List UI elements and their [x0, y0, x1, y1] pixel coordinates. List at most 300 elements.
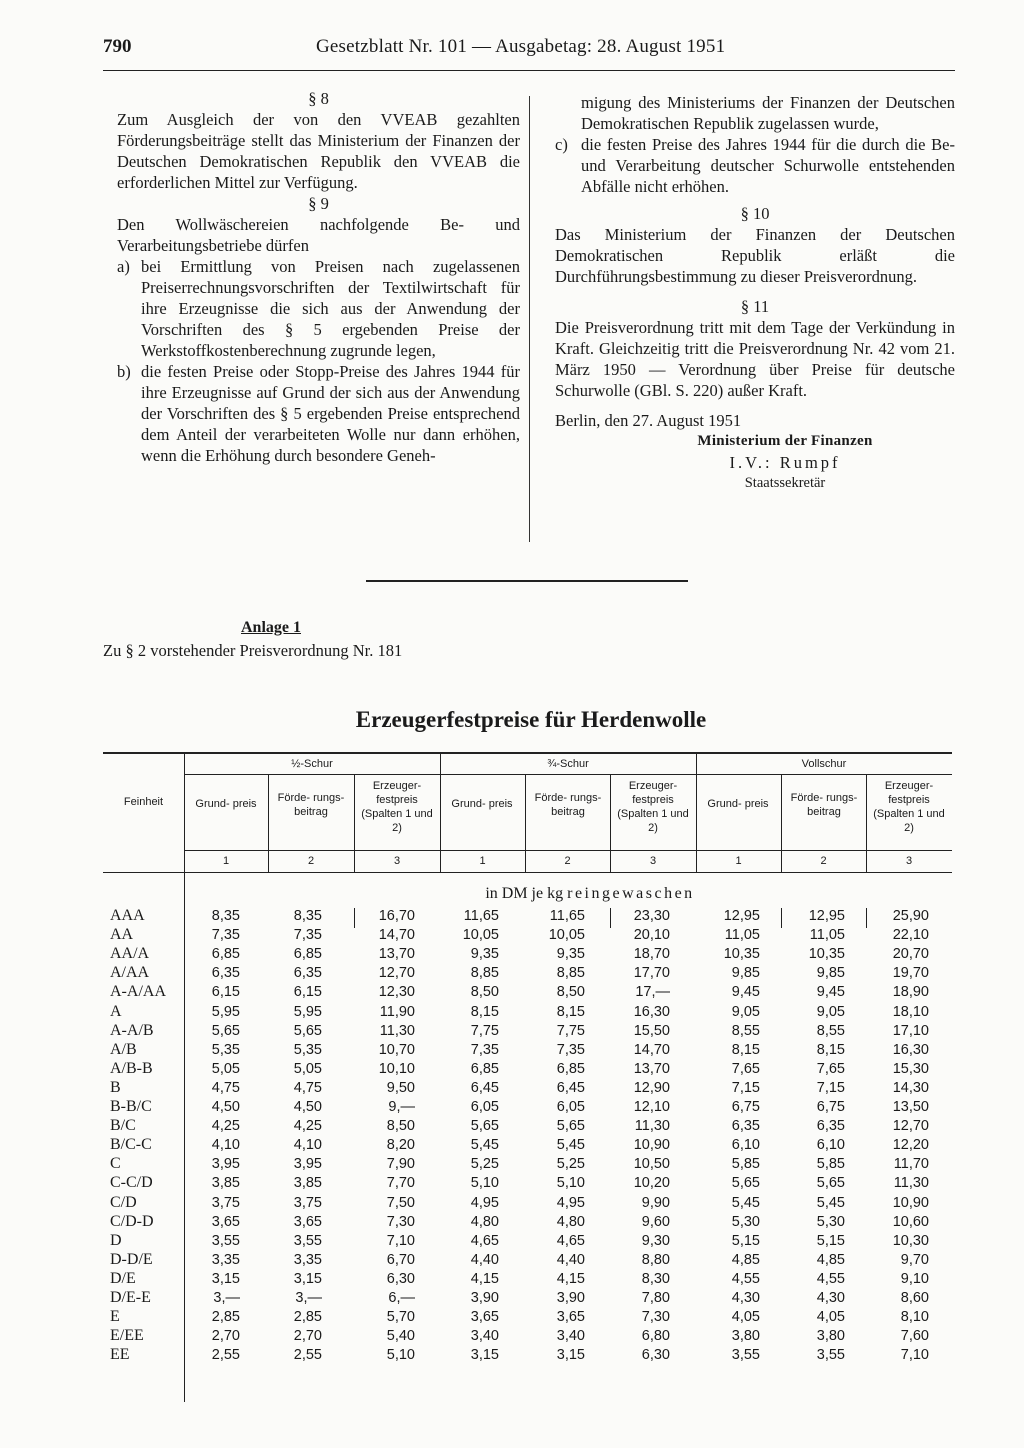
header-rule	[103, 70, 955, 71]
price-cell: 5,25	[556, 1156, 585, 1173]
list-item-c	[555, 134, 955, 197]
price-cell: 11,70	[893, 1156, 929, 1173]
group-header-rule	[184, 774, 952, 775]
price-cell: 4,05	[816, 1309, 845, 1326]
price-cell: 8,60	[900, 1290, 929, 1306]
table-row	[0, 1290, 1024, 1309]
price-cell: 8,55	[731, 1022, 760, 1039]
price-cell: 7,35	[293, 927, 322, 944]
price-cell: 6,15	[211, 984, 240, 1001]
price-cell: 7,30	[641, 1309, 670, 1326]
price-cell: 5,85	[731, 1156, 760, 1173]
column-number: 1	[479, 855, 486, 867]
price-cell: 20,10	[633, 927, 670, 944]
price-cell: 6,85	[293, 946, 322, 963]
list-item-b	[117, 361, 520, 466]
price-cell: 5,65	[470, 1118, 499, 1135]
price-cell: 11,05	[724, 927, 760, 944]
price-cell: 11,65	[463, 908, 499, 924]
price-cell: 4,05	[731, 1309, 760, 1326]
column-number: 1	[735, 855, 742, 867]
price-cell: 11,30	[893, 1175, 929, 1192]
price-cell: 6,30	[641, 1347, 670, 1364]
price-cell: 5,10	[386, 1347, 415, 1364]
feinheit-cell: EE	[110, 1346, 130, 1364]
price-cell: 23,30	[633, 908, 670, 924]
price-cell: 13,70	[633, 1060, 670, 1077]
column-number: 2	[307, 855, 315, 867]
table-row	[0, 927, 1024, 946]
list-item-a	[117, 256, 520, 361]
price-cell: 7,10	[386, 1232, 415, 1249]
price-cell: 10,20	[633, 1175, 670, 1192]
price-cell: 18,90	[892, 984, 929, 1001]
price-cell: 8,50	[386, 1118, 415, 1135]
price-cell: 4,30	[731, 1290, 760, 1306]
price-cell: 3,15	[556, 1347, 585, 1364]
column-number: 3	[905, 855, 913, 867]
price-cell: 10,50	[633, 1156, 670, 1173]
price-cell: 6,45	[470, 1079, 499, 1096]
price-cell: 10,60	[892, 1213, 929, 1230]
table-row	[0, 965, 1024, 984]
price-cell: 8,35	[211, 908, 240, 924]
feinheit-cell: B/C	[110, 1117, 136, 1135]
price-cell: 7,90	[386, 1156, 415, 1173]
feinheit-cell: D/E-E	[110, 1289, 151, 1306]
running-head: Gesetzblatt Nr. 101 — Ausgabetag: 28. August 1951	[316, 36, 726, 57]
price-cell: 7,75	[556, 1022, 585, 1039]
price-cell: 5,65	[293, 1022, 322, 1039]
price-cell: 10,05	[462, 927, 499, 944]
section-8-text: Zum Ausgleich der von den VVEAB gezahlten Förderungsbeiträge stellt das Ministerium der Finanzen der Deutschen Demokratischen Republik den VVEAB die erforderlichen Mittel zur Verfügung.	[117, 110, 520, 192]
price-cell: 6,75	[731, 1099, 760, 1115]
price-cell: 5,30	[816, 1213, 845, 1230]
price-cell: 8,50	[556, 984, 585, 1001]
price-cell: 6,10	[731, 1137, 760, 1154]
price-cell: 20,70	[892, 946, 929, 963]
price-cell: 8,15	[816, 1041, 845, 1058]
price-cell: 7,50	[386, 1194, 415, 1211]
price-cell: 9,70	[900, 1251, 929, 1268]
feinheit-cell: C/D	[110, 1193, 137, 1211]
price-cell: 10,05	[548, 927, 585, 944]
feinheit-cell: E/EE	[110, 1327, 144, 1345]
table-row	[0, 1328, 1024, 1347]
price-cell: 11,30	[379, 1022, 415, 1039]
price-cell: 5,35	[211, 1041, 240, 1058]
price-cell: 11,65	[549, 908, 585, 924]
price-cell: 3,40	[556, 1328, 585, 1345]
price-cell: 10,10	[378, 1060, 415, 1077]
price-cell: 5,95	[211, 1003, 240, 1020]
subheader-foerderungsbeitrag: Förde- rungs- beitrag	[534, 792, 602, 818]
list-item-text: die festen Preise oder Stopp-Preise des Jahres 1944 für ihre Erzeugnisse auf Grund der sich aus der Anwendung der Vorschriften des § 5 ergebenden Preise entsprechend dem Anteil der verarbeiteten Wolle nur dann erhöhen, wenn die Erhöhung durch besondere Geneh-	[141, 362, 520, 465]
price-cell: 3,95	[211, 1156, 240, 1173]
price-cell: 4,95	[470, 1194, 499, 1211]
column-number: 1	[222, 855, 230, 867]
table-row	[0, 1118, 1024, 1137]
price-cell: 6,10	[816, 1137, 845, 1154]
feinheit-cell: A-A/B	[110, 1021, 154, 1039]
feinheit-cell: A/B-B	[110, 1059, 153, 1077]
price-cell: 10,30	[892, 1232, 929, 1249]
price-cell: 2,55	[211, 1347, 240, 1364]
price-cell: 18,10	[892, 1003, 929, 1020]
table-row	[0, 1023, 1024, 1042]
price-cell: 7,75	[470, 1022, 499, 1039]
price-cell: 5,45	[731, 1194, 760, 1211]
price-cell: 5,45	[556, 1137, 585, 1154]
price-cell: 4,95	[556, 1194, 585, 1211]
price-cell: 3,90	[556, 1290, 585, 1306]
separator-rule	[366, 580, 688, 582]
price-cell: 5,30	[731, 1213, 760, 1230]
feinheit-header: Feinheit	[123, 796, 164, 808]
feinheit-cell: E	[110, 1308, 120, 1326]
price-cell: 9,45	[731, 984, 760, 1001]
price-cell: 7,10	[900, 1347, 929, 1364]
price-cell: 11,30	[634, 1118, 670, 1135]
price-cell: 3,40	[470, 1328, 499, 1345]
price-cell: 8,85	[470, 965, 499, 982]
price-cell: 7,65	[816, 1060, 845, 1077]
price-cell: 5,25	[470, 1156, 499, 1173]
price-cell: 12,95	[808, 908, 845, 924]
price-cell: 3,90	[470, 1290, 499, 1306]
section-9-heading: § 9	[308, 194, 329, 213]
price-cell: 9,50	[386, 1079, 415, 1096]
feinheit-cell: C-C/D	[110, 1174, 153, 1192]
table-row	[0, 1195, 1024, 1214]
price-cell: 4,30	[816, 1290, 845, 1306]
price-cell: 14,30	[892, 1079, 929, 1096]
signature-name: I.V.: Rumpf	[729, 453, 841, 472]
signature-org: Ministerium der Finanzen	[697, 433, 873, 449]
price-cell: 4,80	[470, 1213, 499, 1230]
price-cell: 12,95	[723, 908, 760, 924]
price-cell: 5,65	[816, 1175, 845, 1192]
price-cell: 3,95	[293, 1156, 322, 1173]
price-cell: 16,30	[633, 1003, 670, 1020]
price-cell: 2,70	[211, 1328, 240, 1345]
price-cell: 13,70	[378, 946, 415, 963]
feinheit-cell: AA	[110, 926, 134, 944]
price-cell: 6,45	[556, 1079, 585, 1096]
feinheit-cell: B	[110, 1078, 121, 1096]
table-title: Erzeugerfestpreise für Herdenwolle	[355, 707, 707, 732]
price-cell: 3,65	[470, 1309, 499, 1326]
price-cell: 6,85	[211, 946, 240, 963]
list-item-text: bei Ermittlung von Preisen nach zugelassenen Preiserrechnungsvorschriften der Textilwirtschaft für ihre Erzeugnisse die sich aus der Anwendung der Vorschriften des § 5 ergebenden Preise der Werkstoffkostenberechnung zugrunde legen,	[141, 257, 520, 360]
unit-note-prefix: in DM je kg	[485, 885, 564, 902]
price-cell: 2,85	[211, 1309, 240, 1326]
price-cell: 6,35	[293, 965, 322, 982]
price-cell: 6,30	[386, 1270, 415, 1287]
right-column	[555, 92, 955, 494]
section-8-heading: § 8	[308, 89, 329, 108]
price-cell: 7,15	[816, 1079, 845, 1096]
table-row	[0, 1061, 1024, 1080]
price-cell: 3,55	[816, 1347, 845, 1364]
price-cell: 17,10	[892, 1022, 929, 1039]
price-cell: 3,35	[211, 1251, 240, 1268]
subheader-erzeugerfestpreis: Erzeuger- festpreis (Spalten 1 und 2)	[361, 780, 433, 834]
price-cell: 8,55	[816, 1022, 845, 1039]
price-cell: 6,35	[816, 1118, 845, 1135]
price-cell: 7,70	[386, 1175, 415, 1192]
price-cell: 3,55	[211, 1232, 240, 1249]
price-cell: 6,05	[556, 1099, 585, 1115]
price-cell: 4,85	[731, 1251, 760, 1268]
price-cell: 25,90	[892, 908, 929, 924]
price-cell: 3,75	[293, 1194, 322, 1211]
price-cell: 4,55	[731, 1270, 760, 1287]
table-row	[0, 1252, 1024, 1271]
price-cell: 3,85	[293, 1175, 322, 1192]
price-cell: 4,50	[293, 1099, 322, 1115]
column-number: 2	[820, 855, 827, 867]
section-11-text: Die Preisverordnung tritt mit dem Tage der Verkündung in Kraft. Gleichzeitig tritt die Preisverordnung Nr. 42 vom 21. März 1950 — Verordnung über Preise für deutsche Schurwolle (GBl. S. 220) außer Kraft.	[555, 318, 955, 400]
price-cell: 3,55	[731, 1347, 760, 1364]
section-11-heading: § 11	[740, 297, 770, 316]
feinheit-cell: C/D-D	[110, 1212, 154, 1230]
price-cell: 2,55	[293, 1347, 322, 1364]
price-cell: 3,—	[295, 1290, 322, 1306]
price-cell: 2,70	[293, 1328, 322, 1345]
group-header: ½-Schur	[291, 758, 333, 770]
feinheit-cell: C	[110, 1155, 121, 1173]
price-cell: 9,90	[641, 1194, 670, 1211]
table-row	[0, 946, 1024, 965]
feinheit-cell: A/AA	[110, 964, 150, 982]
price-cell: 14,70	[378, 927, 415, 944]
subheader-grundpreis: Grund- preis	[707, 798, 769, 810]
column-number: 2	[564, 855, 571, 867]
price-cell: 6,75	[816, 1099, 845, 1115]
price-cell: 3,85	[211, 1175, 240, 1192]
price-cell: 9,10	[900, 1270, 929, 1287]
price-cell: 7,15	[731, 1079, 760, 1096]
price-cell: 3,80	[731, 1328, 760, 1345]
annex-title: Anlage 1	[241, 619, 301, 636]
price-cell: 12,70	[892, 1118, 929, 1135]
price-cell: 7,35	[211, 927, 240, 944]
price-cell: 9,85	[816, 965, 845, 982]
group-header: Vollschur	[801, 758, 847, 770]
price-cell: 3,75	[211, 1194, 240, 1211]
price-cell: 4,50	[211, 1099, 240, 1115]
place-date: Berlin, den 27. August 1951	[555, 411, 742, 430]
price-cell: 3,15	[470, 1347, 499, 1364]
price-cell: 9,30	[641, 1232, 670, 1249]
price-cell: 6,70	[386, 1251, 415, 1268]
price-cell: 4,75	[293, 1079, 322, 1096]
feinheit-cell: A	[110, 1002, 122, 1020]
unit-note-spaced: reingewaschen	[567, 885, 695, 902]
price-cell: 5,65	[556, 1118, 585, 1135]
column-divider	[529, 96, 530, 542]
section-10-heading: § 10	[740, 204, 770, 223]
price-cell: 4,65	[556, 1232, 585, 1249]
price-cell: 8,35	[293, 908, 322, 924]
price-cell: 4,25	[211, 1118, 240, 1135]
table-row	[0, 1214, 1024, 1233]
price-cell: 4,80	[556, 1213, 585, 1230]
price-cell: 8,85	[556, 965, 585, 982]
price-cell: 4,15	[470, 1270, 499, 1287]
table-row	[0, 984, 1024, 1003]
price-cell: 4,65	[470, 1232, 499, 1249]
price-cell: 9,60	[641, 1213, 670, 1230]
price-cell: 6,85	[556, 1060, 585, 1077]
table-row	[0, 1156, 1024, 1175]
price-cell: 3,15	[211, 1270, 240, 1287]
price-cell: 7,30	[386, 1213, 415, 1230]
price-cell: 9,35	[470, 946, 499, 963]
price-cell: 11,90	[379, 1003, 415, 1020]
price-cell: 5,65	[211, 1022, 240, 1039]
price-cell: 8,50	[470, 984, 499, 1001]
price-cell: 5,05	[211, 1060, 240, 1077]
table-row	[0, 1175, 1024, 1194]
subheader-foerderungsbeitrag: Förde- rungs- beitrag	[790, 792, 858, 818]
price-cell: 6,15	[293, 984, 322, 1001]
price-cell: 22,10	[892, 927, 929, 944]
price-cell: 7,65	[731, 1060, 760, 1077]
price-cell: 5,45	[816, 1194, 845, 1211]
price-cell: 16,70	[378, 908, 415, 924]
list-item-text: die festen Preise des Jahres 1944 für die durch die Be- und Verarbeitung deutscher Schurwolle entstehenden Abfälle nicht erhöhen.	[581, 135, 955, 196]
price-cell: 12,70	[378, 965, 415, 982]
price-cell: 8,20	[386, 1137, 415, 1154]
signature-block	[615, 431, 955, 494]
price-cell: 13,50	[892, 1099, 929, 1115]
price-cell: 10,35	[808, 946, 845, 963]
price-cell: 7,60	[900, 1328, 929, 1345]
price-cell: 9,35	[556, 946, 585, 963]
price-cell: 3,55	[293, 1232, 322, 1249]
price-cell: 4,40	[470, 1251, 499, 1268]
price-cell: 6,35	[731, 1118, 760, 1135]
price-cell: 19,70	[892, 965, 929, 982]
feinheit-cell: AA/A	[110, 945, 150, 963]
price-cell: 9,05	[731, 1003, 760, 1020]
price-cell: 16,30	[892, 1041, 929, 1058]
price-cell: 9,—	[388, 1099, 415, 1115]
price-cell: 4,55	[816, 1270, 845, 1287]
table-row	[0, 1233, 1024, 1252]
price-cell: 3,65	[556, 1309, 585, 1326]
table-row	[0, 908, 1024, 927]
price-cell: 5,95	[293, 1003, 322, 1020]
list-item-label: c)	[555, 135, 568, 154]
price-cell: 6,85	[470, 1060, 499, 1077]
price-cell: 6,05	[470, 1099, 499, 1115]
price-cell: 12,30	[378, 984, 415, 1001]
price-cell: 3,35	[293, 1251, 322, 1268]
price-cell: 8,15	[556, 1003, 585, 1020]
price-cell: 4,10	[211, 1137, 240, 1154]
price-cell: 9,85	[731, 965, 760, 982]
price-cell: 7,35	[470, 1041, 499, 1058]
price-cell: 12,90	[633, 1079, 670, 1096]
subheader-grundpreis: Grund- preis	[451, 798, 513, 810]
list-item-label: b)	[117, 362, 131, 381]
feinheit-cell: D	[110, 1231, 122, 1249]
section-9-list-continued	[555, 134, 955, 197]
price-cell: 6,35	[211, 965, 240, 982]
table-row	[0, 1080, 1024, 1099]
price-cell: 4,85	[816, 1251, 845, 1268]
price-cell: 15,30	[892, 1060, 929, 1077]
price-cell: 5,05	[293, 1060, 322, 1077]
price-cell: 10,90	[892, 1194, 929, 1211]
unit-note	[440, 885, 740, 903]
price-cell: 3,—	[213, 1290, 240, 1306]
signature-title: Staatssekretär	[744, 475, 826, 491]
section-10-text: Das Ministerium der Finanzen der Deutschen Demokratischen Republik erläßt die Durchführungsbestimmung zu dieser Preisverordnung.	[555, 225, 955, 286]
table-row	[0, 1271, 1024, 1290]
price-cell: 5,15	[816, 1232, 845, 1249]
price-cell: 5,45	[470, 1137, 499, 1154]
price-cell: 3,15	[293, 1270, 322, 1287]
price-cell: 8,10	[900, 1309, 929, 1326]
price-cell: 18,70	[633, 946, 670, 963]
price-cell: 10,70	[378, 1041, 415, 1058]
feinheit-cell: A/B	[110, 1040, 137, 1058]
price-cell: 7,35	[556, 1041, 585, 1058]
price-cell: 12,10	[633, 1099, 670, 1115]
table-row	[0, 1309, 1024, 1328]
price-cell: 8,15	[470, 1003, 499, 1020]
group-header: ¾-Schur	[547, 758, 589, 770]
table-row	[0, 1004, 1024, 1023]
table-row	[0, 1099, 1024, 1118]
price-cell: 3,80	[816, 1328, 845, 1345]
price-cell: 5,85	[816, 1156, 845, 1173]
price-cell: 8,80	[641, 1251, 670, 1268]
price-cell: 10,90	[633, 1137, 670, 1154]
price-cell: 14,70	[633, 1041, 670, 1058]
feinheit-cell: B-B/C	[110, 1098, 152, 1115]
price-cell: 5,10	[556, 1175, 585, 1192]
price-cell: 5,35	[293, 1041, 322, 1058]
price-cell: 5,10	[470, 1175, 499, 1192]
price-cell: 8,30	[641, 1270, 670, 1287]
price-cell: 11,05	[809, 927, 845, 944]
price-cell: 5,65	[731, 1175, 760, 1192]
list-item-label: a)	[117, 257, 130, 276]
price-cell: 4,40	[556, 1251, 585, 1268]
section-9-list	[117, 256, 520, 466]
price-cell: 17,70	[633, 965, 670, 982]
left-column	[117, 88, 520, 466]
feinheit-cell: AAA	[110, 907, 145, 924]
table-top-rule	[103, 752, 952, 754]
list-item-b-continued: migung des Ministeriums der Finanzen der Deutschen Demokratischen Republik zugelassen wurde,	[581, 93, 955, 133]
price-cell: 2,85	[293, 1309, 322, 1326]
price-cell: 4,10	[293, 1137, 322, 1154]
price-cell: 5,40	[386, 1328, 415, 1345]
price-cell: 3,65	[211, 1213, 240, 1230]
price-cell: 4,15	[556, 1270, 585, 1287]
feinheit-cell: A-A/AA	[110, 983, 166, 1001]
price-cell: 6,—	[388, 1290, 415, 1306]
subheader-foerderungsbeitrag: Förde- rungs- beitrag	[277, 792, 345, 818]
price-cell: 4,25	[293, 1118, 322, 1135]
price-cell: 10,35	[723, 946, 760, 963]
